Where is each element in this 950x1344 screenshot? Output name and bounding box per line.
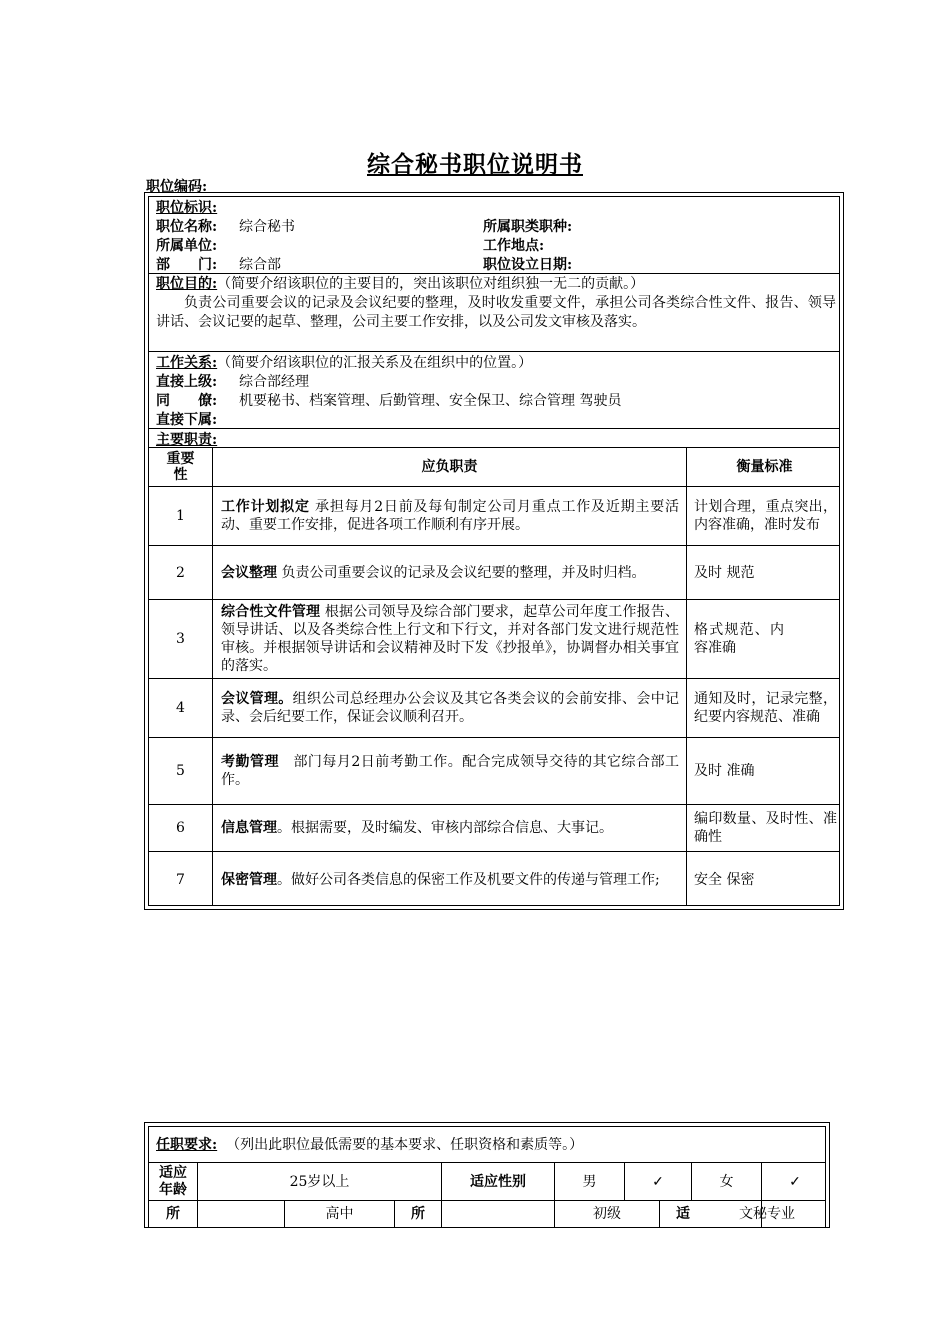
peers-label: 同 僚: (156, 393, 218, 409)
duty-standard: 计划合理，重点突出，内容准确，准时发布 (694, 499, 837, 533)
duty-standard: 格式规范、内容准确 (694, 622, 784, 656)
department-label: 部 门: (156, 257, 218, 273)
req-cell-c4: 所 (411, 1206, 425, 1222)
req-cell-c6: 初级 (593, 1206, 621, 1222)
duty-standard: 通知及时，记录完整，纪要内容规范、准确 (694, 691, 837, 725)
department-value: 综合部 (239, 257, 281, 273)
duty-num: 1 (176, 508, 185, 524)
unit-label: 所属单位: (156, 238, 218, 254)
col-header-importance: 重要性 (166, 451, 195, 483)
divider (149, 1200, 825, 1201)
document-title: 综合秘书职位说明书 (367, 151, 583, 178)
duty-desc (221, 546, 679, 599)
duty-text: 组织公司总经理办公会议及其它各类会议的会前安排、会中记录、会后纪要工作，保证会议顺利召开。 (221, 691, 680, 725)
superior-value: 综合部经理 (239, 374, 309, 390)
req-cell-c1: 所 (166, 1206, 180, 1222)
established-date-label: 职位设立日期: (483, 257, 573, 273)
relations-header: 工作关系: (156, 355, 218, 371)
female-check-icon: ✓ (789, 1173, 801, 1190)
duty-text: 根据公司领导及综合部门要求，起草公司年度工作报告、领导讲话、以及各类综合性上行文和下行文，并对各部门发文进行规范性审核。并根据领导讲话和会议精神及时下发《抄报单》，协调督办相关事宜的落实。 (221, 604, 680, 674)
column-divider (761, 1162, 762, 1200)
duty-desc (221, 679, 679, 737)
age-label: 适应年龄 (159, 1164, 187, 1198)
duty-title: 会议管理。 (221, 691, 293, 707)
purpose-text: 负责公司重要会议的记录及会议纪要的整理，及时收发重要文件，承担公司各类综合性文件、报告、领导讲话、会议记要的起草、整理，公司主要工作安排，以及公司发文审核及落实。 (156, 295, 836, 330)
duty-text: 承担每月2日前及每旬制定公司月重点工作及近期主要活动、重要工作安排，促进各项工作顺利有序开展。 (221, 499, 680, 533)
col-header-standard: 衡量标准 (736, 459, 793, 475)
duty-num: 5 (176, 763, 185, 779)
duty-standard: 及时 准确 (694, 763, 755, 779)
purpose-hint: （简要介绍该职位的主要目的，突出该职位对组织独一无二的贡献。） (217, 276, 645, 292)
duty-desc (221, 738, 679, 804)
requirements-hint: （列出此职位最低需要的基本要求、任职资格和素质等。） (226, 1137, 584, 1153)
gender-label: 适应性别 (470, 1173, 526, 1190)
duty-title: 保密管理 (221, 872, 277, 888)
duty-text: 。做好公司各类信息的保密工作及机要文件的传递与管理工作; (277, 872, 660, 888)
duty-standard: 及时 规范 (694, 564, 755, 581)
duty-text: 。根据需要，及时编发、审核内部综合信息、大事记。 (277, 820, 613, 836)
column-divider (686, 447, 687, 905)
purpose-header: 职位目的: (156, 276, 218, 292)
ident-header: 职位标识: (156, 200, 218, 216)
duty-title: 考勤管理 (221, 754, 279, 770)
duty-standard: 编印数量、及时性、准确性 (694, 811, 837, 845)
duty-title: 工作计划拟定 (221, 499, 310, 515)
req-cell-c7: 适 (676, 1206, 690, 1222)
req-cell-c3: 高中 (325, 1206, 354, 1222)
male-label: 男 (582, 1173, 597, 1190)
duty-text: 部门每月2日前考勤工作。配合完成领导交待的其它综合部工作。 (221, 754, 680, 788)
duty-desc (221, 600, 679, 678)
male-check-icon: ✓ (652, 1173, 664, 1190)
column-divider (212, 447, 213, 905)
duty-title: 信息管理 (221, 820, 277, 836)
duty-num: 4 (176, 700, 185, 716)
requirements-table (144, 1122, 830, 1228)
peers-value: 机要秘书、档案管理、后勤管理、安全保卫、综合管理 驾驶员 (239, 393, 622, 409)
divider (149, 273, 839, 274)
purpose-line (156, 275, 644, 293)
position-name-value: 综合秘书 (239, 219, 295, 235)
requirements-header: 任职要求: (156, 1137, 218, 1153)
col-header-duty: 应负职责 (421, 459, 478, 475)
duty-desc (221, 852, 679, 908)
requirements-table-inner (148, 1126, 826, 1228)
relations-line (156, 354, 532, 372)
duty-standard: 安全 保密 (694, 872, 755, 888)
superior-label: 直接上级: (156, 374, 218, 390)
age-value: 25岁以上 (289, 1173, 350, 1190)
subordinate-label: 直接下属: (156, 412, 218, 428)
category-label: 所属职类职种: (483, 219, 573, 235)
job-description-table (144, 192, 844, 910)
duty-title: 综合性文件管理 (221, 604, 321, 620)
requirements-line (156, 1136, 583, 1154)
duties-header: 主要职责: (156, 432, 218, 448)
duty-num: 6 (176, 820, 185, 836)
duty-text: 负责公司重要会议的记录及会议纪要的整理，并及时归档。 (277, 564, 646, 581)
duty-desc (221, 805, 679, 851)
relations-hint: （简要介绍该职位的汇报关系及在组织中的位置。） (217, 355, 533, 371)
duty-num: 7 (176, 872, 185, 888)
req-cell-c8: 文秘专业 (739, 1206, 795, 1222)
position-name-label: 职位名称: (156, 219, 218, 235)
position-code-label: 职位编码: (146, 179, 208, 195)
duty-title: 会议整理 (221, 564, 277, 581)
divider (149, 351, 839, 352)
job-description-table-inner (148, 196, 840, 906)
duty-num: 3 (176, 631, 185, 647)
duty-desc (221, 487, 679, 545)
divider (149, 428, 839, 429)
female-label: 女 (719, 1173, 734, 1190)
location-label: 工作地点: (483, 238, 545, 254)
duty-num: 2 (176, 564, 185, 581)
